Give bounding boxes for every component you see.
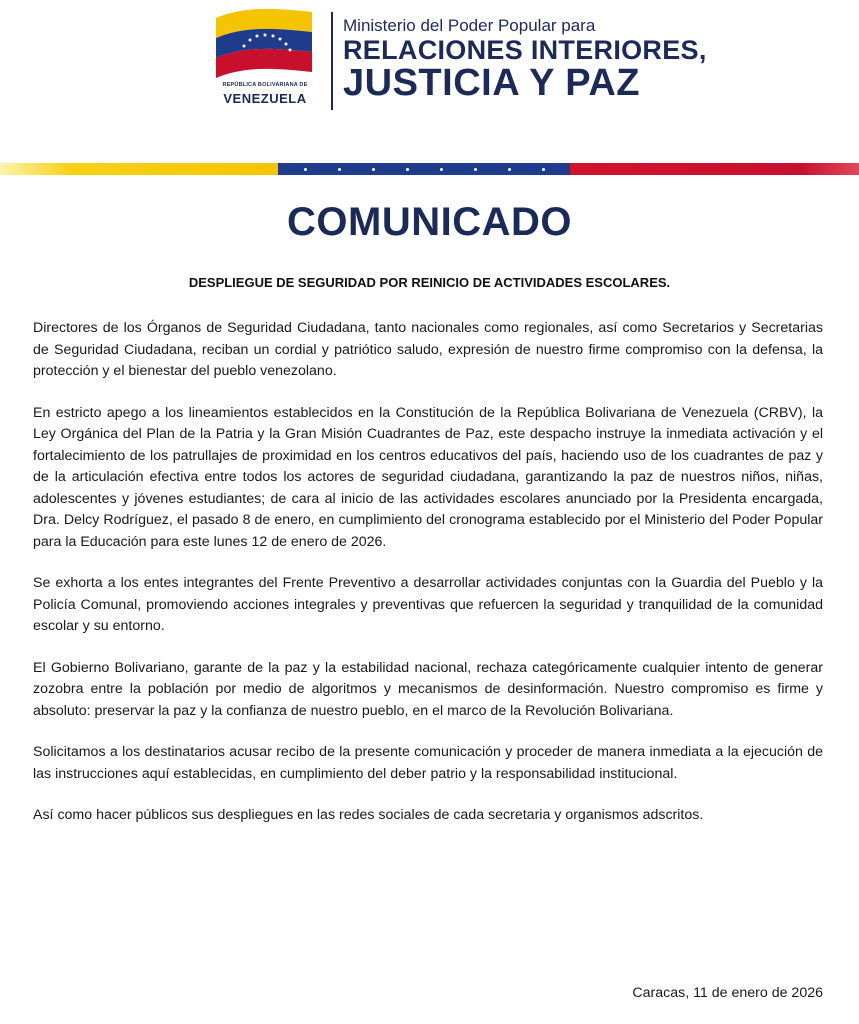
paragraph: Directores de los Órganos de Seguridad Ciudadana, tanto nacionales como regionales, así como Secretarios y Secretarias de Seguridad Ciudadana, reciban un cordial y patriótico saludo, expresión de nuestro firme compromiso con la defensa, la protección y el bienestar del pueblo venezolano. — [33, 320, 823, 379]
ministry-line-3: JUSTICIA Y PAZ — [343, 62, 640, 104]
document-title: COMUNICADO — [287, 200, 572, 244]
letterhead — [0, 0, 859, 160]
document-subtitle: DESPLIEGUE DE SEGURIDAD POR REINICIO DE ACTIVIDADES ESCOLARES. — [188, 275, 671, 290]
paragraph: El Gobierno Bolivariano, garante de la paz y la estabilidad nacional, rechaza categóricamente cualquier intento de generar zozobra entre la población por medio de algoritmos y mecanismos de desinformación. Nuestro compromiso es firme y absoluto: preservar la paz y la confianza de nuestro pueblo, en el marco de la Revolución Bolivariana. — [33, 659, 823, 719]
header-divider — [331, 12, 333, 110]
ministry-line-1: Ministerio del Poder Popular para — [343, 16, 596, 35]
venezuela-flag-logo — [214, 8, 314, 78]
ministry-line-2: RELACIONES INTERIORES, — [343, 35, 707, 65]
country-label: VENEZUELA — [223, 91, 307, 106]
paragraph: Solicitamos a los destinatarios acusar recibo de la presente comunicación y proceder de manera inmediata a la ejecución de las instrucciones aquí establecidas, en cumplimiento del deber patrio y la responsabilidad institucional. — [33, 744, 823, 782]
paragraph: Así como hacer públicos sus despliegues en las redes sociales de cada secretaria y organismos adscritos. — [33, 807, 704, 823]
paragraph: Se exhorta a los entes integrantes del Frente Preventivo a desarrollar actividades conjuntas con la Guardia del Pueblo y la Policía Comunal, promoviendo acciones integrales y preventivas que refuercen la seguridad y tranquilidad de la comunidad escolar y su entorno. — [33, 575, 823, 634]
republica-label: REPÚBLICA BOLIVARIANA DE — [222, 82, 308, 88]
paragraph: En estricto apego a los lineamientos establecidos en la Constitución de la República Bolivariana de Venezuela (CRBV), la Ley Orgánica del Plan de la Patria y la Gran Misión Cuadrantes de Paz, este despacho instruye la inmediata activación y el fortalecimiento de los patrullajes de proximidad en los centros educativos del país, haciendo uso de los cuadrantes de paz y de la articulación efectiva entre todos los actores de seguridad ciudadana, garantizando la paz de nuestros niños, niñas, adolescentes y jóvenes estudiantes; de cara al inicio de las actividades escolares anunciado por la Presidenta encargada, Dra. Delcy Rodríguez, el pasado 8 de enero, en cumplimiento del cronograma establecido por el Ministerio del Poder Popular para la Educación para este lunes 12 de enero de 2026. — [33, 404, 823, 550]
stripe-stars — [278, 163, 570, 175]
signature-date: Caracas, 11 de enero de 2026 — [632, 985, 823, 1001]
flag-stripe-yellow — [0, 163, 278, 175]
document-body — [33, 318, 823, 847]
flag-stripe-red — [570, 163, 859, 175]
